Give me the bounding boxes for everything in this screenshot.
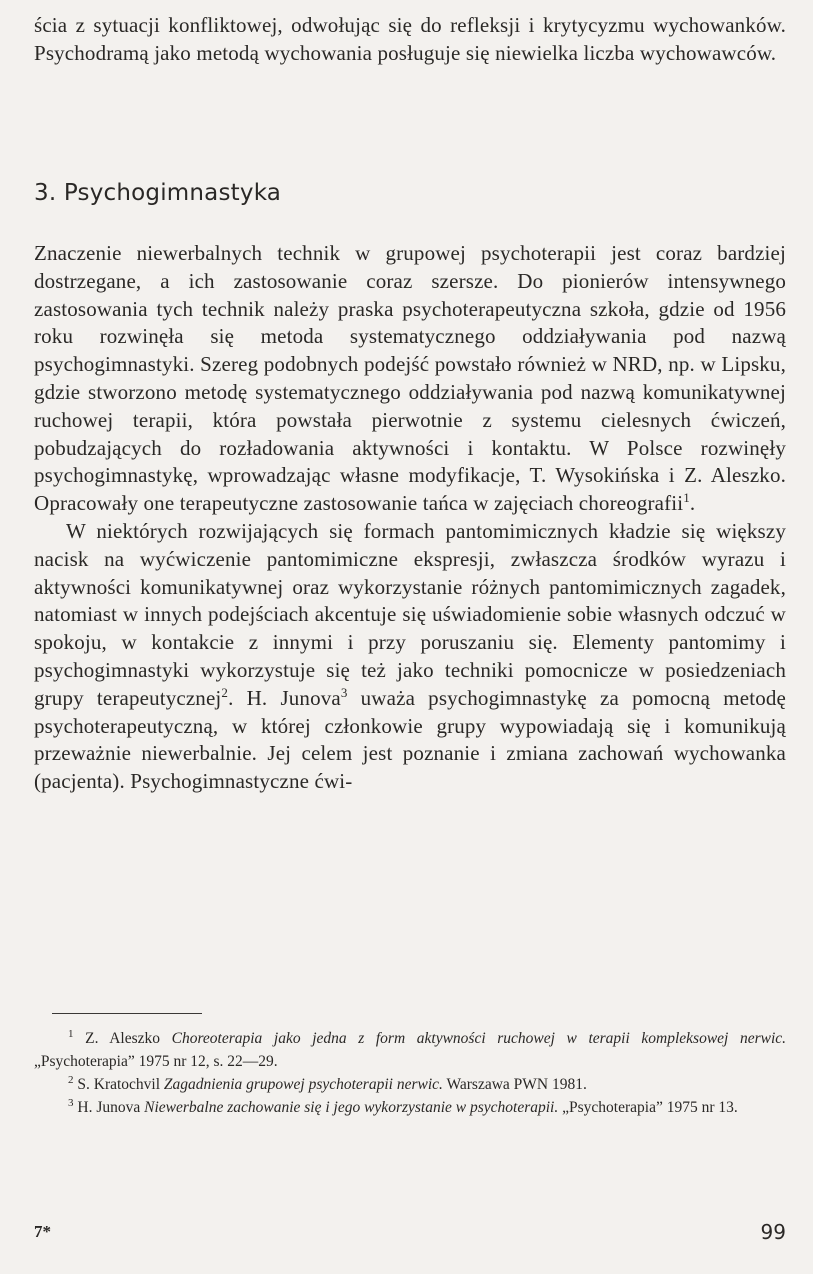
paragraph-2 — [34, 518, 786, 796]
footnote-2 — [34, 1073, 786, 1096]
paragraph-1 — [34, 240, 786, 518]
footnote-1-author: Z. Aleszko — [85, 1030, 172, 1047]
signature-mark: 7* — [34, 1222, 51, 1241]
footnote-3-author: H. Junova — [77, 1099, 145, 1116]
paragraph-2-part2: . H. Junova — [228, 685, 341, 710]
footnote-2-source: Warszawa PWN 1981. — [442, 1076, 587, 1093]
footnote-2-title: Zagadnienia grupowej psychoterapii nerwic. — [163, 1076, 443, 1093]
footnote-2-number: 2 — [68, 1073, 74, 1086]
footnote-ref-1: 1 — [683, 490, 690, 506]
footnotes — [34, 1027, 786, 1119]
footnote-1-source: „Psychoterapia” 1975 nr 12, s. 22—29. — [34, 1053, 278, 1070]
footnote-ref-2: 2 — [221, 684, 229, 700]
footnote-3-title: Niewerbalne zachowanie się i jego wykorzystanie w psychoterapii. — [144, 1099, 559, 1116]
paragraph-1-text: Znaczenie niewerbalnych technik w grupowej psychoterapii jest coraz bardziej dostrzegane, a ich zastosowanie coraz szersze. Do pionierów intensywnego zastosowania tych technik należy praska psychoterapeutyczna szkoła, gdzie od 1956 roku rozwinęła się metoda systematycznego oddziaływania pod nazwą psychogimnastyki. Szereg podobnych podejść powstało również w NRD, np. w Lipsku, gdzie stworzono metodę systematycznego oddziaływania pod nazwą komunikatywnej ruchowej terapii, która powstała pierwotnie z systemu cielesnych ćwiczeń, pobudzających do rozładowania aktywności i kontaktu. W Polsce rozwinęły psychogimnastykę, wprowadzając własne modyfikacje, T. Wysokińska i Z. Aleszko. Opracowały one terapeutyczne zastosowanie tańca w zajęciach choreografii — [34, 241, 786, 516]
body-text — [34, 240, 786, 796]
footnote-1 — [34, 1027, 786, 1073]
footnote-ref-3: 3 — [340, 684, 348, 700]
footnote-1-title: Choreoterapia jako jedna z form aktywności ruchowej w terapii kompleksowej nerwic. — [171, 1030, 787, 1047]
paragraph-2-part1: W niektórych rozwijających się formach pantomimicznych kładzie się większy nacisk na wyćwiczenie pantomimiczne ekspresji, zwłaszcza środków wyrazu i aktywności komunikatywnej oraz wykorzystanie różnych pantomimicznych zagadek, natomiast w innych podejściach akcentuje się uświadomienie sobie własnych odczuć w spokoju, w kontakcie z innymi i przy poruszaniu się. Elementy pantomimy i psychogimnastyki wykorzystuje się też jako techniki pomocnicze w posiedzeniach grupy terapeutycznej — [34, 518, 786, 710]
intro-paragraph-block — [34, 12, 786, 68]
footnote-divider — [52, 1013, 202, 1014]
footnote-1-number: 1 — [68, 1027, 74, 1040]
footnote-2-author: S. Kratochvil — [77, 1076, 164, 1093]
footnote-3 — [34, 1096, 786, 1119]
page-number: 99 — [760, 1220, 786, 1244]
paragraph-2-part3: uważa psychogimnastykę za pomocną metodę psychoterapeutyczną, w której członkowie grupy wypowiadają się i komunikują przeważnie niewerbalnie. Jej celem jest poznanie i zmiana zachowań wychowanka (pacjenta). Psychogimnastyczne ćwi- — [34, 685, 786, 794]
footnote-3-source: „Psychoterapia” 1975 nr 13. — [558, 1099, 738, 1116]
intro-paragraph: ścia z sytuacji konfliktowej, odwołując się do refleksji i krytycyzmu wychowanków. Psychodramą jako metodą wychowania posługuje się niewielka liczba wychowawców. — [34, 13, 786, 65]
paragraph-1-end: . — [689, 491, 696, 516]
book-page — [34, 12, 786, 794]
footnote-3-number: 3 — [68, 1096, 74, 1109]
section-heading: 3. Psychogimnastyka — [34, 180, 282, 206]
